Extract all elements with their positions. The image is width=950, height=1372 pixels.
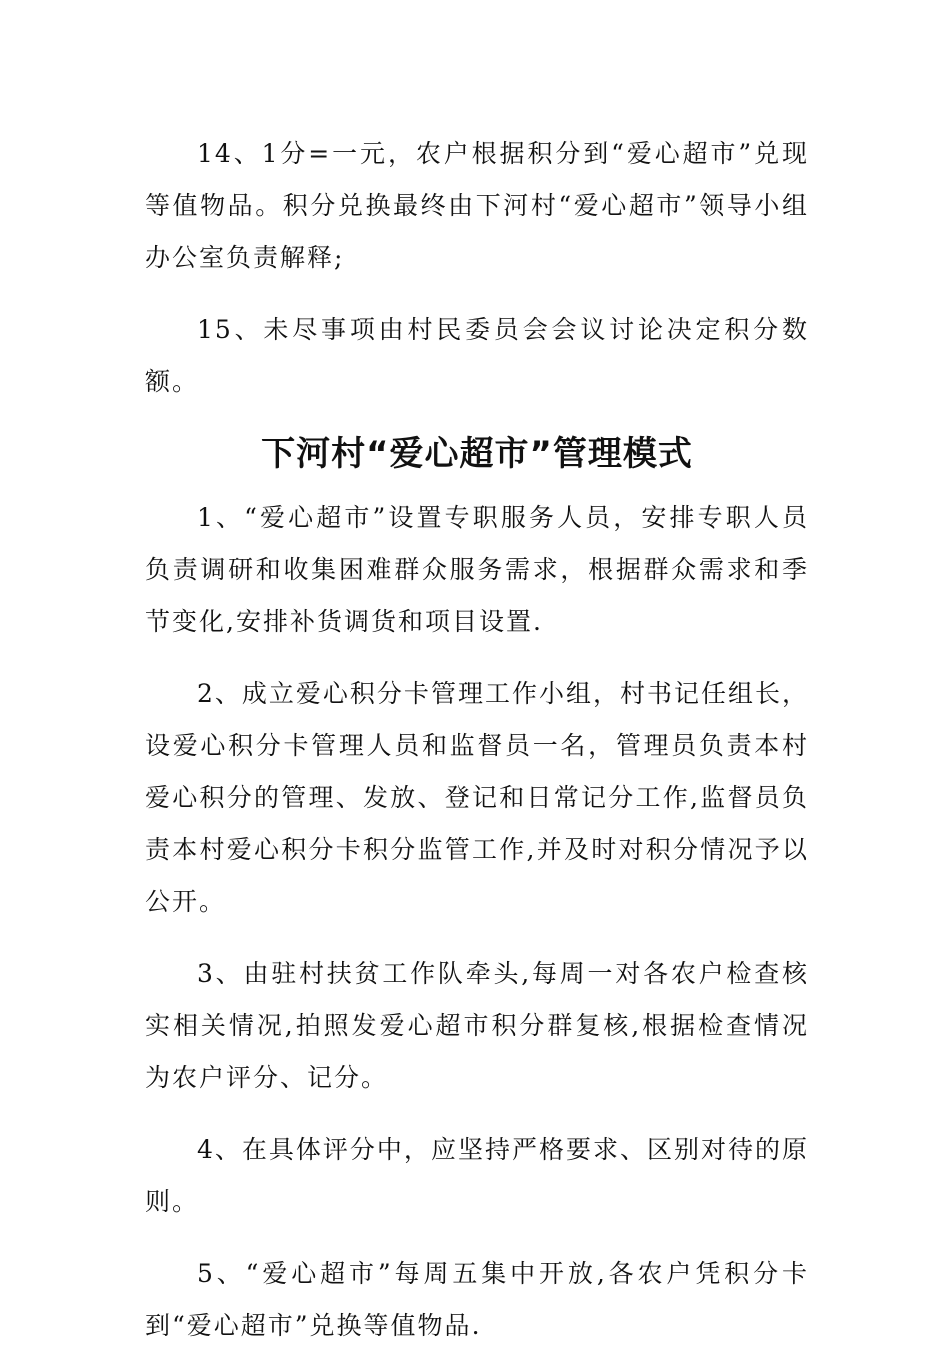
document-page: [145, 128, 809, 1372]
management-item-4: 4、在具体评分中，应坚持严格要求、区别对待的原则。: [145, 1135, 809, 1216]
rule-14-paragraph: 14、1分=一元，农户根据积分到“爱心超市”兑现等值物品。积分兑换最终由下河村“爱心超市”领导小组办公室负责解释;: [145, 139, 809, 272]
rule-15-paragraph: 15、未尽事项由村民委员会会议讨论决定积分数额。: [145, 315, 809, 396]
management-item-1: 1、“爱心超市”设置专职服务人员，安排专职人员负责调研和收集困难群众服务需求，根据群众需求和季节变化,安排补货调货和项目设置.: [145, 503, 809, 636]
management-item-2: 2、成立爱心积分卡管理工作小组，村书记任组长，设爱心积分卡管理人员和监督员一名，管理员负责本村爱心积分的管理、发放、登记和日常记分工作,监督员负责本村爱心积分卡积分监管工作,并及时对积分情况予以公开。: [145, 679, 809, 916]
management-item-3: 3、由驻村扶贫工作队牵头,每周一对各农户检查核实相关情况,拍照发爱心超市积分群复核,根据检查情况为农户评分、记分。: [145, 959, 809, 1092]
management-item-5: 5、“爱心超市”每周五集中开放,各农户凭积分卡到“爱心超市”兑换等值物品.: [145, 1259, 809, 1340]
section-title: 下河村“爱心超市”管理模式: [261, 434, 693, 474]
